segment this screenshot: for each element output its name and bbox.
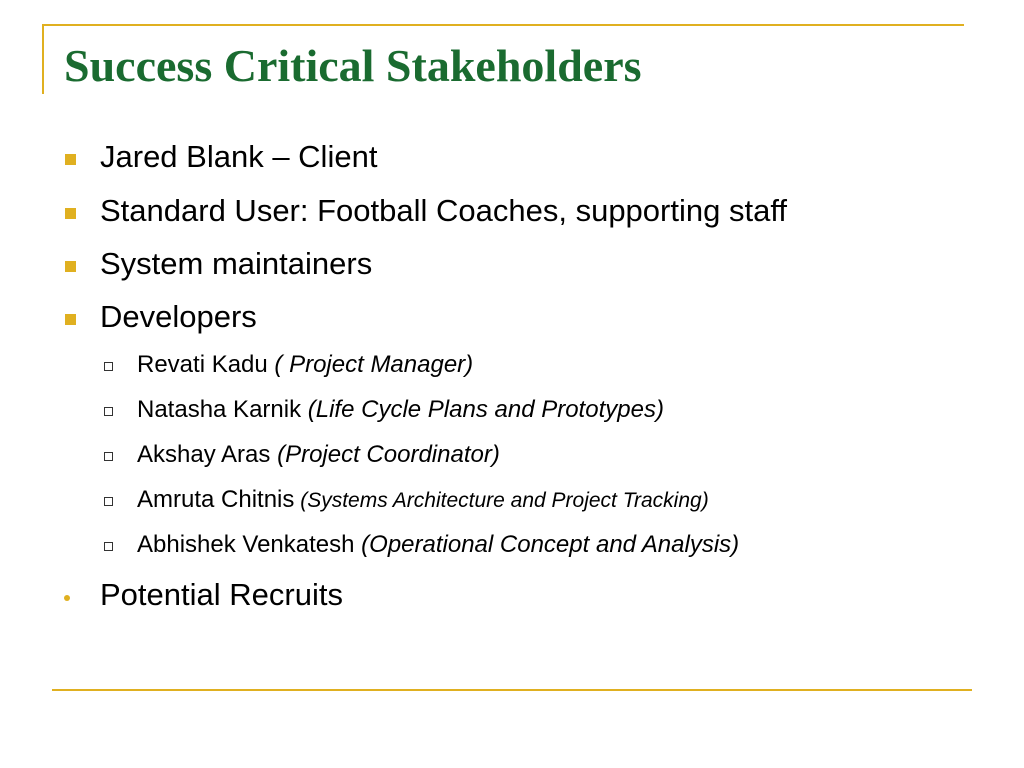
hollow-square-bullet-icon	[104, 542, 113, 551]
bullet-standard-user: Standard User: Football Coaches, supporting staff	[100, 193, 787, 228]
hollow-square-bullet-icon	[104, 362, 113, 371]
developer-role: (Life Cycle Plans and Prototypes)	[301, 396, 664, 423]
bullet-potential-recruits: Potential Recruits	[100, 577, 343, 612]
developer-item	[137, 440, 500, 470]
round-bullet-icon	[64, 595, 70, 601]
developer-item	[137, 350, 473, 380]
hollow-square-bullet-icon	[104, 497, 113, 506]
developer-role: (Systems Architecture and Project Tracking)	[294, 489, 709, 512]
square-bullet-icon	[65, 314, 76, 325]
square-bullet-icon	[65, 154, 76, 165]
developer-item	[137, 395, 664, 425]
bullet-client: Jared Blank – Client	[100, 139, 378, 174]
slide-title: Success Critical Stakeholders	[64, 40, 642, 91]
hollow-square-bullet-icon	[104, 407, 113, 416]
hollow-square-bullet-icon	[104, 452, 113, 461]
developer-name: Natasha Karnik	[137, 396, 302, 423]
developer-role: ( Project Manager)	[267, 351, 474, 378]
developer-item	[137, 530, 739, 560]
developer-name: Abhishek Venkatesh	[137, 531, 355, 558]
developer-name: Akshay Aras	[137, 441, 271, 468]
square-bullet-icon	[65, 261, 76, 272]
square-bullet-icon	[65, 208, 76, 219]
bullet-system-maintainers: System maintainers	[100, 246, 373, 281]
developer-name: Amruta Chitnis	[137, 486, 295, 513]
developer-item	[137, 485, 709, 516]
bullet-developers: Developers	[100, 299, 257, 334]
developer-name: Revati Kadu	[137, 351, 268, 378]
developer-role: (Project Coordinator)	[270, 441, 500, 468]
developer-role: (Operational Concept and Analysis)	[354, 531, 740, 558]
